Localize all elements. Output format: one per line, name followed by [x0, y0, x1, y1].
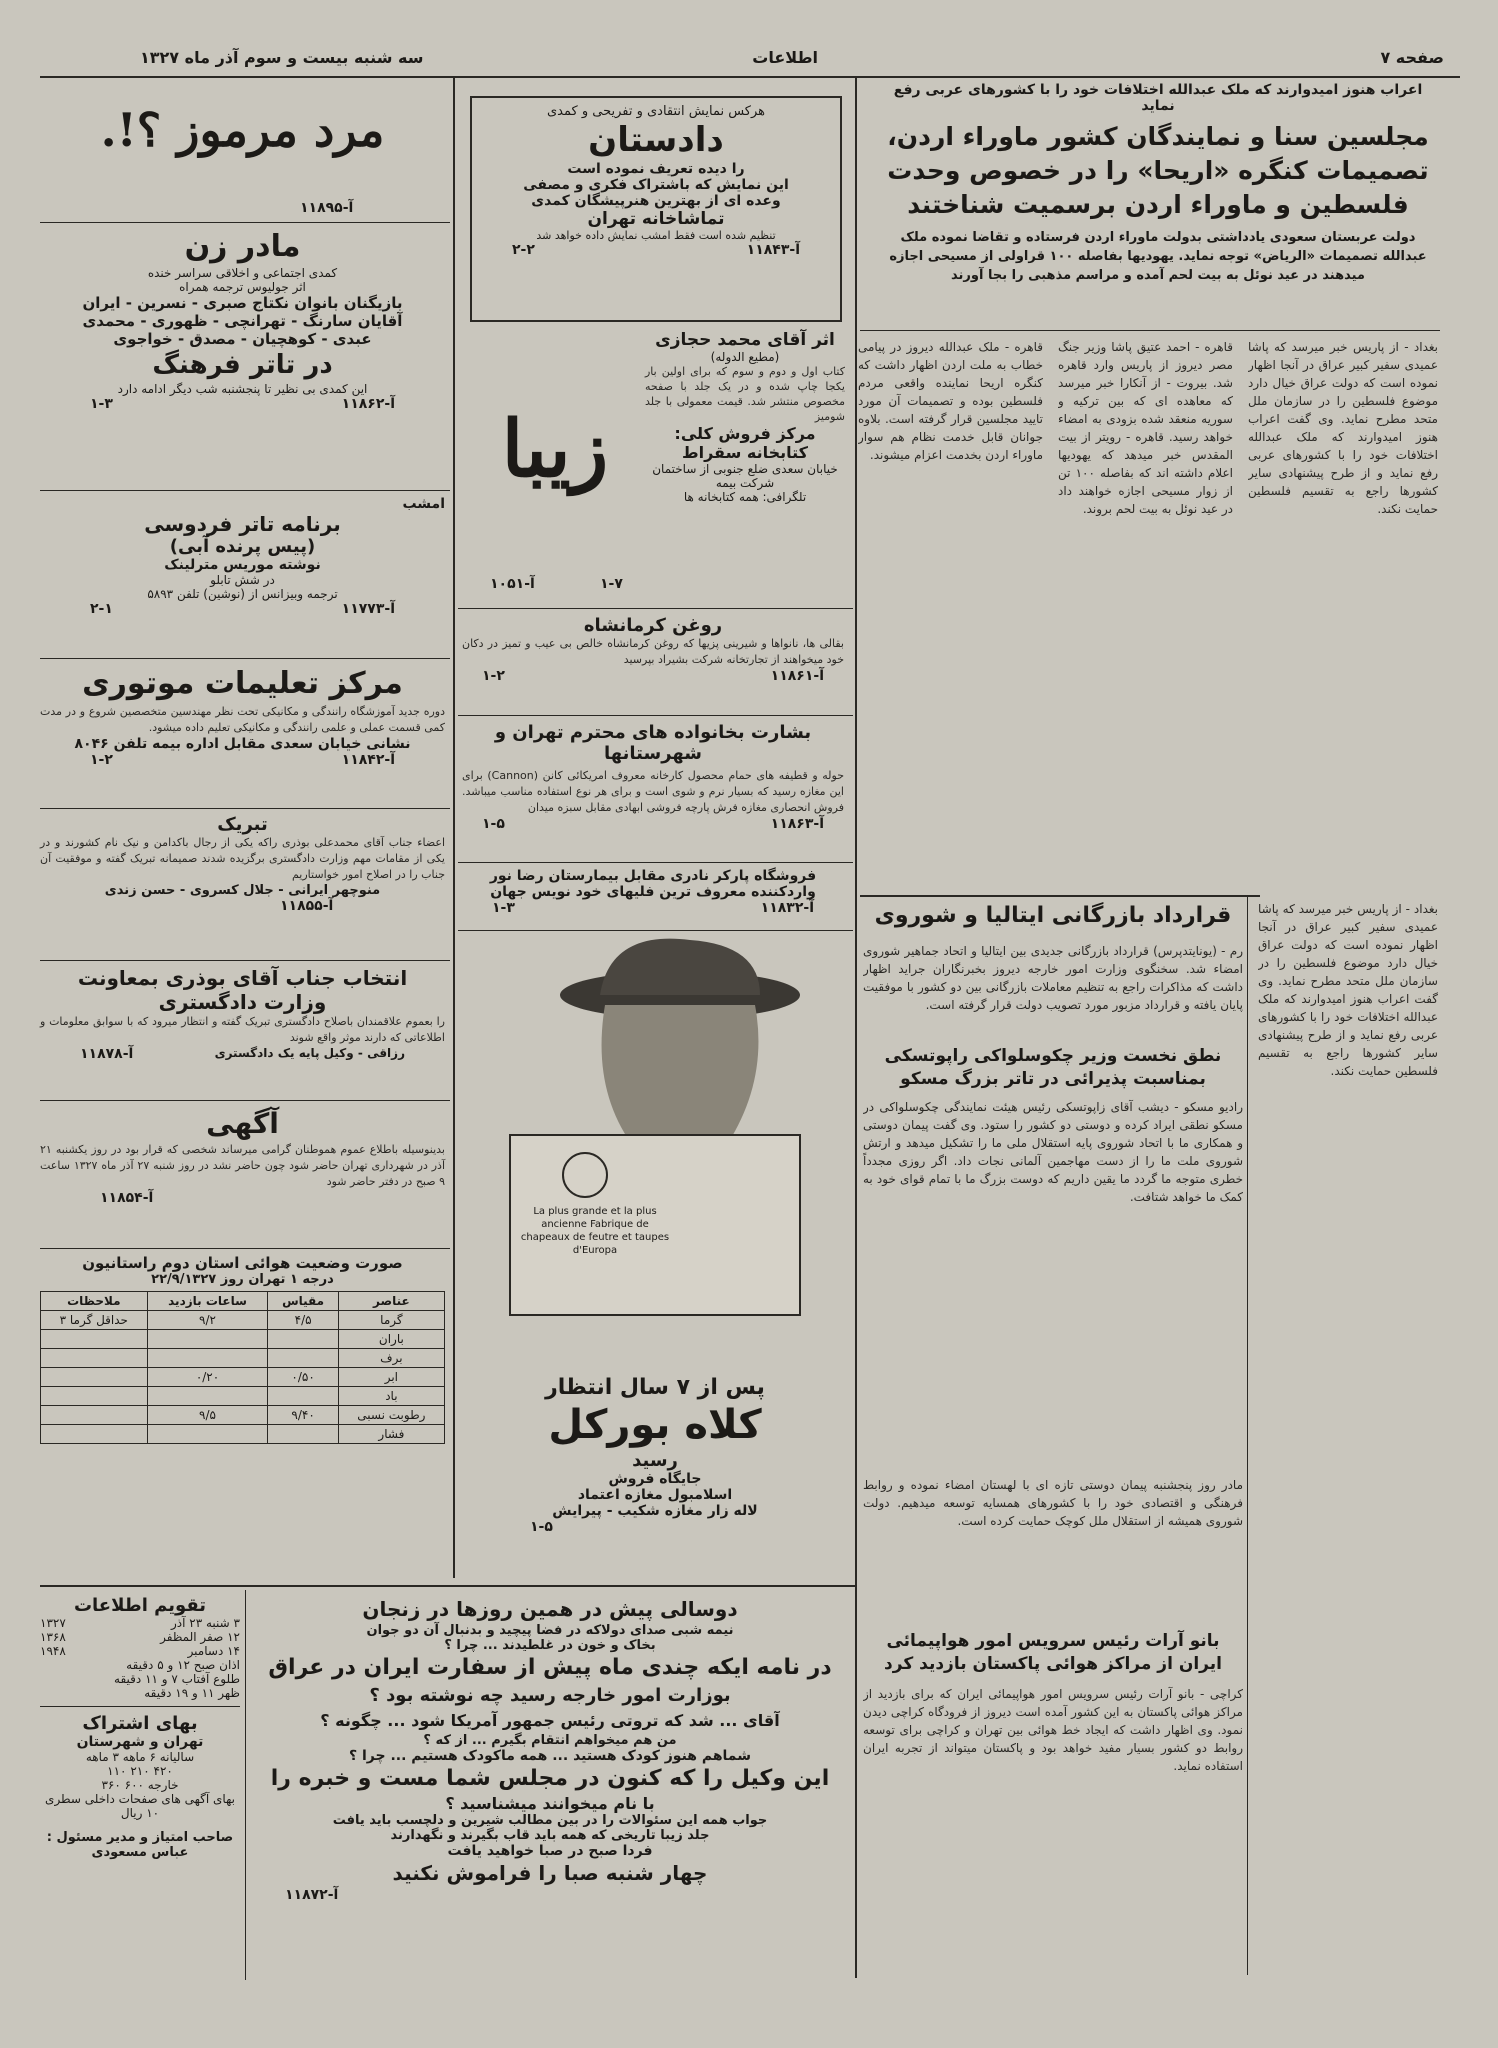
table-cell: ۹/۴۰	[268, 1406, 338, 1425]
ad-line: شماهم هنوز کودک هستید ... همه ماکودک هستیم ... چرا ؟	[349, 1748, 751, 1764]
ad-line: این نمایش که باشتراک فکری و مصفی	[523, 177, 789, 193]
calendar-label: ۳ شنبه ۲۳ آذر	[171, 1616, 240, 1630]
ad-codes	[40, 601, 445, 617]
ad-code: آ-۱۱۷۷۳	[341, 601, 395, 617]
table-cell	[147, 1387, 268, 1406]
calendar-value: ۱۳۶۸	[40, 1630, 66, 1644]
ad-line: فردا صبح در صبا خواهید یافت	[447, 1843, 653, 1859]
ad-line: در نامه ایکه چندی ماه پیش از سفارت ایران در عراق	[268, 1655, 832, 1680]
ad-line: واردکننده معروف ترین فلیهای خود نویس جهان	[490, 884, 816, 900]
ad-code: آ-۱۱۸۷۲	[285, 1887, 339, 1903]
ad-codes	[472, 242, 840, 258]
ad-title: دادستان	[588, 120, 724, 160]
section-rule	[40, 1100, 450, 1101]
ad-line: جایگاه فروش	[608, 1471, 702, 1487]
ad-line: هرکس نمایش انتقادی و تفریحی و کمدی	[547, 104, 765, 119]
calendar-box	[40, 1595, 240, 1860]
price-row: خارجه ۶۰۰ ۳۶۰	[101, 1778, 179, 1792]
ad-line: جواب همه این سئوالات را در بین مطالب شیرین و دلچسب باید یافت	[332, 1813, 768, 1828]
table-header: ملاحظات	[41, 1292, 148, 1311]
hat-illustration	[470, 935, 840, 1535]
ad-codes	[40, 396, 445, 412]
ad-num: ۱-۳	[90, 396, 113, 412]
speech-article: رادیو مسکو - دیشب آقای زاپوتسکی رئیس هیئت نمایندگی چکوسلواکی در مسکو نطقی ایراد کرده و دوستی دو کشور را ستود. وی گفت پیمان دوستی و همکاری ما با اتحاد شوروی پایه استقلال ملی ما را تشکیل میدهد و ارتش شوروی ملت ما را از دست مهاجمین آلمانی نجات داد. اگر روزی مجدداً خطری متوجه ما گردد ما یقین داریم که دوست بزرگ ما با تمام قوای خود به کمک ما خواهد شتافت.	[863, 1100, 1243, 1204]
ferdowsi-title: برنامه تاتر فردوسی	[144, 512, 341, 536]
parker-shop-ad	[462, 868, 844, 916]
table-cell: گرما	[338, 1311, 444, 1330]
ad-line: پس از ۷ سال انتظار	[545, 1375, 765, 1400]
ad-num: ۱-۵	[482, 816, 505, 832]
table-row	[41, 1330, 445, 1349]
table-cell: ۰/۲۰	[147, 1368, 268, 1387]
column-divider	[855, 78, 857, 1978]
newspaper-name: اطلاعات	[752, 48, 818, 67]
hat-image-caption: La plus grande et la plus ancienne Fabrique de chapeaux de feutre et taupes d'Europa	[520, 1206, 670, 1256]
table-row	[41, 1349, 445, 1368]
table-cell	[41, 1330, 148, 1349]
section-rule	[458, 862, 853, 863]
table-cell: رطوبت نسبی	[338, 1406, 444, 1425]
ad-num: ۱-۲	[482, 668, 505, 684]
table-cell	[41, 1387, 148, 1406]
ad-line: دوسالی پیش در همین روزها در زنجان	[362, 1597, 738, 1621]
sales-center: کتابخانه سقراط	[682, 443, 808, 462]
section-rule	[458, 715, 853, 716]
article-column: قاهره - احمد عتیق پاشا وزیر جنگ مصر دیروز از پاریس وارد قاهره شد. بیروت - از آنکارا خبر میرسد که معاهده ای که بین ترکیه و سوریه منعقد شده بزودی به امضاء خواهد رسید. قاهره - رویتر از بیت المقدس خبر میدهد که یهودیها اعلام داشته اند که بفاصله ۱۰۰ تن از زوار مسیحی اجازه خواهند داد در عید نوئل به بیت لحم بروند.	[1058, 340, 1233, 516]
intikhab-signature: رزاقی - وکیل پایه یک دادگستری	[214, 1046, 405, 1060]
motor-school-ad	[40, 664, 445, 768]
motor-title: مرکز تعلیمات موتوری	[82, 666, 403, 701]
agahi-body: بدینوسیله باطلاع عموم هموطنان گرامی میرساند شخصی که قرار بود در روز یکشنبه ۲۱ آذر در شهرداری تهران حاضر شود چون حاضر نشد در روز شنبه ۲۷ آذر ماه ۱۳۲۷ ساعت ۹ صبح در دفتر حاضر شود	[40, 1143, 445, 1188]
table-cell	[268, 1425, 338, 1444]
table-cell: باران	[338, 1330, 444, 1349]
article-column: بغداد - از پاریس خبر میرسد که پاشا عمیدی سفیر کبیر عراق در آنجا اظهار نموده است که دولت عراق خیال دارد موضوع فلسطین را در سازمان ملل متحد مطرح نماید. وی گفت اعراب هنوز امیدوارند که ملک عبدالله اختلافات خود را با کشورهای عربی رفع نماید و از طرح پیشنهادی سایر کشورها راجع به تقسیم فلسطین حمایت نکند.	[1258, 902, 1438, 1078]
header-rule	[40, 76, 1460, 78]
ferdowsi-author: نوشته موریس مترلینک	[164, 557, 321, 573]
section-rule	[860, 330, 1440, 331]
ferdowsi-play: (پیس پرنده آبی)	[169, 536, 316, 557]
ad-line: اسلامبول مغازه اعتماد	[577, 1487, 733, 1503]
ad-codes	[462, 816, 844, 832]
borsalino-hat-ad	[470, 1375, 840, 1535]
calendar-row	[40, 1616, 240, 1630]
article-column: بغداد - از پاریس خبر میرسد که پاشا عمیدی سفیر کبیر عراق در آنجا اظهار نموده است که دولت عراق خیال دارد موضوع فلسطین را در سازمان ملل متحد مطرح نماید. وی گفت اعراب هنوز امیدوارند که ملک عبدالله اختلافات خود را با کشورهای عربی رفع نماید و از طرح پیشنهادی سایر کشورها راجع به تقسیم فلسطین حمایت نکند.	[1248, 340, 1438, 516]
section-rule	[40, 658, 450, 659]
table-cell: ۰/۵۰	[268, 1368, 338, 1387]
ziba-logo: زیبا	[501, 404, 609, 495]
contract-headline: قرارداد بازرگانی ایتالیا و شوروی	[874, 903, 1232, 928]
motor-body: دوره جدید آموزشگاه رانندگی و مکانیکی تحت نظر مهندسین متخصصین شروع و در مدت کمی قسمت عملی و علمی رانندگی و مکانیکی تعلیم داده میشود.	[40, 705, 445, 734]
calendar-title: تقویم اطلاعات	[73, 1595, 207, 1616]
column-divider	[453, 78, 455, 1578]
ad-line: با نام میخوانند میشناسید ؟	[445, 1794, 655, 1813]
ad-line: وعده ای از بهترین هنرپیشگان کمدی	[531, 193, 781, 209]
tabrik-title: تبریک	[217, 814, 268, 835]
section-rule	[40, 1706, 240, 1707]
lead-paragraph: دولت عربستان سعودی یادداشتی بدولت ماوراء اردن فرستاده و تقاضا نموده ملک عبدالله تصمیمات «الریاض» توجه نماید. یهودیها بفاصله ۱۰۰ قراولی از مسیحی اجازه میدهند در عید نوئل به بیت لحم آمده و مراسم مذهبی را بجا آورند	[889, 230, 1427, 283]
article-column: قاهره - ملک عبدالله دیروز در پیامی خطاب به ملت اردن اظهار داشت که کنگره اریحا نماینده واقعی مردم فلسطین بوده و تصمیمات آن مورد تایید مجلسین قرار گرفته است. بلاوه جوانان قابل خدمت نظام هم سوار ماوراء اردن بخدمت اعزام میشوند.	[858, 340, 1043, 462]
main-headline: مجلسین سنا و نمایندگان کشور ماوراء اردن، تصمیمات کنگره «اریحا» را در خصوص وحدت فلسطین و ماوراء اردن برسمیت شناختند	[887, 122, 1429, 219]
ad-code: آ-۱۱۸۶۳	[770, 816, 824, 832]
calendar-value: ۱۳۲۷	[40, 1616, 66, 1630]
table-row	[41, 1387, 445, 1406]
ad-brand: کلاه بورکل	[548, 1402, 762, 1448]
intikhab-title: انتخاب جناب آقای بوذری بمعاونت	[77, 966, 408, 990]
table-row	[41, 1406, 445, 1425]
table-cell	[268, 1330, 338, 1349]
table-cell	[41, 1406, 148, 1425]
ad-line: را دیده تعریف نموده است	[567, 161, 745, 177]
table-cell	[268, 1349, 338, 1368]
aviation-article: کراچی - بانو آرات رئیس سرویس امور هواپیمائی ایران که برای بازدید از مراکز هوائی پاکستان به این کشور آمده است دیروز از فرودگاه کراچی دیدن نمود. وی اظهار داشت که ایجاد خط هوائی بین تهران و کراچی برای توسعه روابط دو کشور بسیار مفید خواهد بود و پاکستان میتواند از تجربه ایران استفاده نماید.	[863, 1687, 1243, 1773]
publisher-line: صاحب امتیاز و مدیر مسئول : عباس مسعودی	[46, 1830, 234, 1860]
play-cast: آقایان سارنگ - تهرانچی - ظهوری - محمدی	[82, 312, 403, 330]
table-cell: ۴/۵	[268, 1311, 338, 1330]
weather-title: صورت وضعیت هوائی استان دوم راستانیون	[82, 1254, 403, 1272]
calendar-row: ظهر ۱۱ و ۱۹ دقیقه	[144, 1686, 240, 1700]
section-rule	[40, 490, 450, 491]
calendar-value: ۱۹۴۸	[40, 1644, 66, 1658]
book-author: اثر آقای محمد حجازی	[655, 330, 835, 350]
play-subtitle: کمدی اجتماعی و اخلاقی سراسر خنده	[147, 266, 338, 280]
book-info	[645, 330, 845, 504]
table-cell	[147, 1425, 268, 1444]
table-row	[41, 1425, 445, 1444]
table-cell: ۹/۲	[147, 1311, 268, 1330]
arab-news-article	[878, 82, 1438, 285]
mysterious-man-title: مرد مرموز ؟!.	[100, 103, 385, 157]
price-row: ۴۲۰ ۲۱۰ ۱۱۰	[107, 1764, 173, 1778]
ad-codes	[40, 752, 445, 768]
notice-ad	[40, 1106, 445, 1206]
table-header-row	[41, 1292, 445, 1311]
towel-ad	[462, 722, 844, 832]
kermanshah-oil-ad	[462, 615, 844, 684]
price-subtitle: تهران و شهرستان	[76, 1734, 204, 1750]
ad-num: ۲-۲	[512, 242, 535, 258]
section-rule	[458, 608, 853, 609]
ad-line: رسید	[632, 1450, 678, 1471]
ad-line: بوزارت امور خارجه رسید چه نوشته بود ؟	[369, 1685, 731, 1706]
ad-code: آ-۱۱۸۵۵	[280, 898, 334, 914]
section-rule	[860, 895, 1260, 897]
ferdowsi-acts: در شش تابلو	[210, 573, 275, 587]
price-row: سالیانه ۶ ماهه ۳ ماهه	[85, 1750, 195, 1764]
section-rule	[40, 960, 450, 961]
ad-code: آ-۱۱۸۴۲	[341, 752, 395, 768]
ad-code: آ-۱۱۸۵۴	[100, 1190, 154, 1206]
ad-venue: تماشاخانه تهران	[587, 209, 725, 229]
ziba-book-ad	[460, 330, 845, 610]
ferdowsi-theater-ad	[40, 496, 445, 617]
price-title: بهای اشتراک	[82, 1713, 198, 1734]
ad-body: بقالی ها، نانواها و شیرینی پزیها که روغن کرمانشاه خالص بی عیب و تمیز در دکان خود میخواهند از تجارتخانه شرکت بشیراد بپرسید	[462, 637, 844, 666]
table-cell: حداقل گرما ۳	[41, 1311, 148, 1330]
ad-line: جلد زیبا تاریخی که همه باید قاب بگیرند و نگهدارند	[390, 1828, 710, 1843]
table-header: عناصر	[338, 1292, 444, 1311]
weather-subtitle: درجه ۱ تهران روز ۲۲/۹/۱۳۲۷	[151, 1272, 334, 1287]
calendar-row: طلوع آفتاب ۷ و ۱۱ دقیقه	[114, 1672, 240, 1686]
agahi-title: آگهی	[206, 1107, 279, 1140]
aviation-headline: بانو آرات رئیس سرویس امور هواپیمائی ایران از مراکز هوائی پاکستان بازدید کرد	[884, 1631, 1222, 1674]
sales-center-label: مرکز فروش کلی:	[674, 424, 816, 443]
page-number: صفحه ۷	[1380, 48, 1444, 67]
telegraph: تلگرافی: همه کتابخانه ها	[683, 490, 807, 504]
table-cell	[41, 1368, 148, 1387]
ad-code: آ-۱۱۸۶۱	[770, 668, 824, 684]
table-cell: باد	[338, 1387, 444, 1406]
ad-code: آ-۱۱۸۷۸	[80, 1046, 134, 1062]
section-rule	[40, 222, 450, 223]
ad-code: آ-۱۱۸۴۳	[746, 242, 800, 258]
section-rule	[40, 1585, 855, 1587]
play-author: اثر جولیوس ترجمه همراه	[179, 280, 306, 294]
ad-num: ۱-۳	[492, 900, 515, 916]
table-cell	[147, 1330, 268, 1349]
section-rule	[40, 1248, 450, 1249]
ad-code: آ-۱۰۵۱	[490, 576, 535, 592]
ad-code: آ-۱۱۸۳۲	[760, 900, 814, 916]
ad-codes	[40, 1046, 445, 1062]
sub-headline: اعراب هنوز امیدوارند که ملک عبدالله اختلافات خود را با کشورهای عربی رفع نماید	[893, 82, 1423, 114]
play-venue: در تاتر فرهنگ	[152, 350, 333, 380]
motor-address: نشانی خیابان سعدی مقابل اداره بیمه تلفن ۸۰۴۶	[74, 736, 411, 752]
calendar-label: ۱۲ صفر المظفر	[160, 1630, 240, 1644]
ad-line: این وکیل را که کنون در مجلس شما مست و خبره را	[270, 1766, 830, 1791]
table-cell: ابر	[338, 1368, 444, 1387]
calendar-row: اذان صبح ۱۲ و ۵ دقیقه	[126, 1658, 240, 1672]
issue-date: سه شنبه بیست و سوم آذر ماه ۱۳۲۷	[140, 48, 424, 67]
play-cast: بازیگنان بانوان نکتاج صبری - نسرین - ایران	[82, 294, 403, 312]
table-row	[41, 1311, 445, 1330]
congratulations-ad	[40, 814, 445, 914]
tonight-label: امشب	[402, 496, 445, 512]
column-divider	[1247, 895, 1248, 1975]
mother-in-law-play-ad	[40, 228, 445, 412]
ad-line: من هم میخواهم انتقام بگیرم ... از که ؟	[423, 1733, 677, 1748]
ad-num: ۱-۲	[90, 752, 113, 768]
section-rule	[458, 930, 853, 931]
tabrik-body: اعضاء جناب آقای محمدعلی بوذری راکه یکی از رجال باکدامن و نیک نام کشورند و در یکی از مقامات مهم وزارت دادگستری برگزیده شدند صمیمانه تبریک گفته و موفقیت آن جناب را در اصلاح امور خواستاریم	[40, 836, 445, 881]
ad-codes	[462, 668, 844, 684]
table-cell	[41, 1425, 148, 1444]
table-row	[41, 1368, 445, 1387]
speech-headline: نطق نخست وزیر چکوسلواکی راپوتسکی بمناسبت پذیرائی در تاتر بزرگ مسکو	[884, 1046, 1222, 1089]
ad-line: تنظیم شده است فقط امشب نمایش داده خواهد شد	[536, 229, 776, 242]
intikhab-title-2: وزارت دادگستری	[158, 990, 327, 1014]
ad-title: بشارت بخانواده های محترم تهران و شهرستانها	[494, 722, 812, 764]
ad-codes	[462, 900, 844, 916]
column-divider	[245, 1590, 246, 1980]
ad-line: لاله زار مغازه شکیب - پیرایش	[552, 1503, 758, 1519]
ad-line: بخاک و خون در غلطیدند ... چرا ؟	[444, 1638, 656, 1653]
table-cell	[147, 1349, 268, 1368]
table-cell: ۹/۵	[147, 1406, 268, 1425]
table-header: مقیاس	[268, 1292, 338, 1311]
weather-table	[40, 1291, 445, 1444]
price-note: بهای آگهی های صفحات داخلی سطری ۱۰ ریال	[45, 1792, 235, 1820]
table-cell: فشار	[338, 1425, 444, 1444]
ad-code: آ-۱۱۸۹۵	[300, 200, 354, 216]
book-description: کتاب اول و دوم و سوم که برای اولین بار یکجا چاپ شده و در یک جلد با صفحه مخصوص منتشر شد. قیمت معمولی با جلد شومیز	[645, 365, 845, 423]
ad-body: حوله و قطیفه های حمام محصول کارخانه معروف امریکائی کانن (Cannon) برای این مغازه رسید که بسیار نرم و شوی است و برای هر نوع استفاده مناسب میباشد. فروش انحصاری مغازه فرش پارچه فروشی ابهادی مقابل سبزه میدان	[462, 769, 844, 814]
play-cast: عبدی - کوهچیان - مصدق - خواجوی	[113, 330, 372, 348]
ad-line: آقای ... شد که تروتی رئیس جمهور آمریکا شود ... چگونه ؟	[320, 1711, 780, 1730]
ad-code: آ-۱۱۸۶۲	[341, 396, 395, 412]
theater-ad-dadestan	[470, 96, 842, 322]
calendar-row	[40, 1630, 240, 1644]
ad-num: ۱-۷	[600, 576, 623, 592]
play-note: این کمدی بی نظیر تا پنجشنبه شب دیگر ادامه دارد	[117, 382, 368, 396]
speech-article-continued: مادر روز پنجشنبه پیمان دوستی تازه ای با لهستان امضاء نموده و روابط فرهنگی و اقتصادی خود را با کشورهای همسایه توسعه میدهیم. دولت شوروی همیشه از استقلال ملل کوچک حمایت کرده است.	[863, 1478, 1243, 1528]
appointment-ad	[40, 966, 445, 1062]
intikhab-body: را بعموم علاقمندان باصلاح دادگستری تبریک گفته و انتظار میرود که با سوابق معلومات و اطلاعاتی که دارند موثر واقع شوند	[40, 1015, 445, 1044]
table-cell: برف	[338, 1349, 444, 1368]
ferdowsi-translation: ترجمه وبیزانس از (نوشین) تلفن ۵۸۹۳	[147, 587, 338, 601]
section-rule	[40, 808, 450, 809]
calendar-label: ۱۴ دسامبر	[187, 1644, 240, 1658]
contract-article: رم - (یونایتدپرس) قرارداد بازرگانی جدیدی بین ایتالیا و اتحاد جماهیر شوروی امضاء شد. سخنگوی وزارت امور خارجه دیروز بخبرنگاران جراید اظهار داشت که مذاکرات راجع به تنظیم معاملات بازرگانی بین دو کشور با موفقیت پایان یافته و قرارداد مزبور مورد تصویب دولت قرار گرفته است.	[863, 944, 1243, 1012]
table-header: ساعات بازدید	[147, 1292, 268, 1311]
ad-num: ۲-۱	[90, 601, 113, 617]
ad-num: ۱-۵	[530, 1519, 553, 1535]
ad-title: روغن کرمانشاه	[583, 615, 723, 636]
address: خیابان سعدی ضلع جنوبی از ساختمان شرکت بیمه	[652, 462, 838, 490]
ad-line: نیمه شبی صدای دولاکه در فضا پیچید و بدنبال آن دو جوان	[366, 1623, 734, 1638]
tabrik-signatures: منوچهر ایرانی - جلال کسروی - حسن زندی	[104, 883, 381, 898]
ad-line: فروشگاه پارکر نادری مقابل بیمارستان رضا نور	[489, 868, 817, 884]
book-author-title: (مطیع الدوله)	[710, 350, 780, 364]
weather-report	[40, 1254, 445, 1444]
man-with-hat-drawing	[470, 935, 840, 1365]
calendar-row	[40, 1644, 240, 1658]
ad-line: چهار شنبه صبا را فراموش نکنید	[392, 1861, 708, 1885]
saba-magazine-ad	[255, 1595, 845, 1903]
play-title: مادر زن	[184, 229, 301, 264]
table-cell	[41, 1349, 148, 1368]
table-cell	[268, 1387, 338, 1406]
